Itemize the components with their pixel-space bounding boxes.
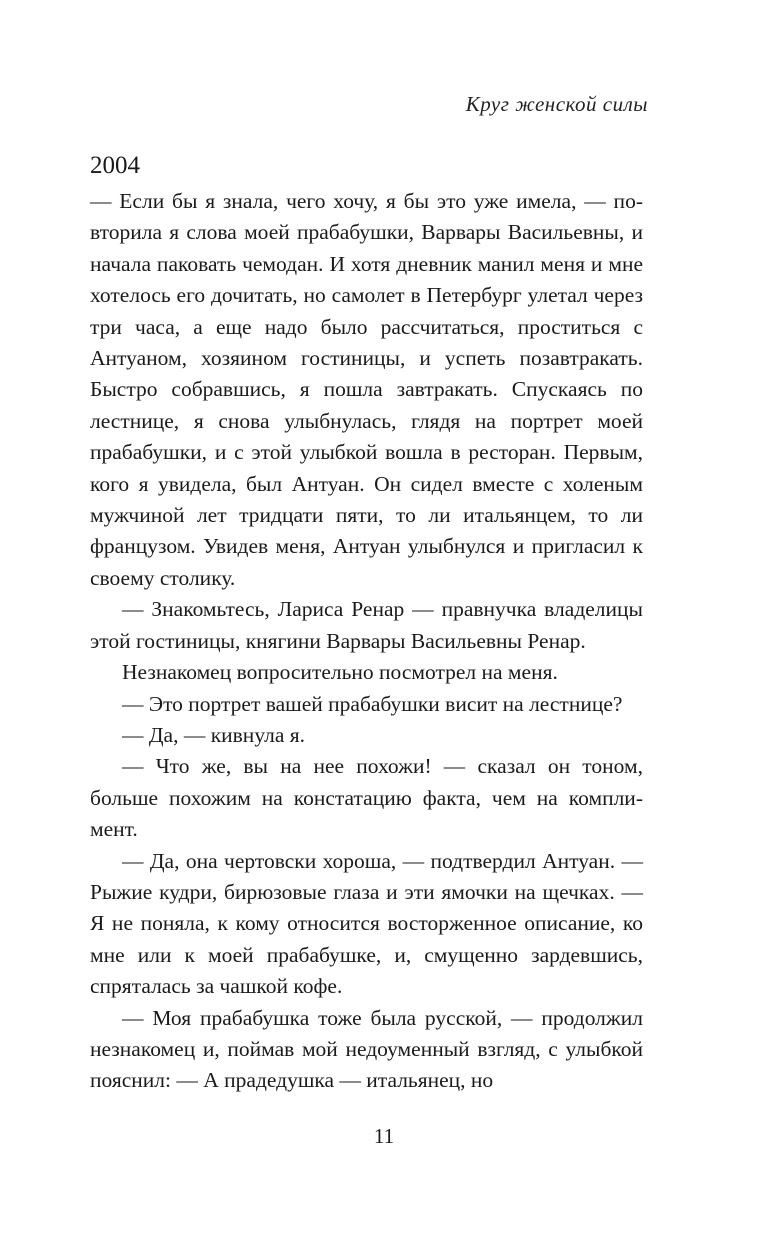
page-number: 11 — [373, 1124, 395, 1148]
page-body — [90, 150, 643, 1097]
paragraph: — Да, — кивнула я. — [122, 722, 306, 747]
paragraph: — Знакомьтесь, Лариса Ренар — правнучка владелицы этой гостиницы, княгини Варвары Васильевны Ренар. — [90, 597, 643, 653]
paragraph: — Это портрет вашей прабабушки висит на лестнице? — [122, 691, 623, 716]
paragraph: — Да, она чертовски хороша, — подтвердил Антуан. — Рыжие кудри, бирюзовые глаза и эти ямочки на щечках. — Я не поняла, к кому относится восторженное описание, ко мне или к моей прабабушке, и, смущенно зардевшись, спряталась за чашкой кофе. — [90, 848, 643, 999]
running-head: Круг женской силы — [465, 92, 648, 116]
paragraph: — Если бы я знала, чего хочу, я бы это уже имела, — повторила я слова моей прабабушки, Варвары Васильевны, и начала паковать чемодан. И хотя дневник манил меня и мне хотелось его дочитать, но самолет в Петербург улетал через три часа, а еще надо было рассчитаться, проститься с Антуаном, хозяином гостиницы, и успеть позавтракать. Быстро собравшись, я пошла завтракать. Спускаясь по лестнице, я снова улыбнулась, глядя на портрет моей прабабушки, и с этой улыбкой вошла в ресторан. Первым, кого я увидела, был Антуан. Он сидел вместе с холеным мужчиной лет тридцати пяти, то ли итальянцем, то ли французом. Увидев меня, Антуан улыбнулся и пригласил к своему столику. — [90, 189, 643, 590]
text-block — [90, 186, 643, 1097]
paragraph: Незнакомец вопросительно посмотрел на меня. — [122, 660, 558, 685]
paragraph: — Моя прабабушка тоже была русской, — продолжил незнакомец и, поймав мой недоуменный взгляд, с улыбкой пояснил: — А прадедушка — итальянец, но — [90, 1005, 643, 1093]
paragraph: — Что же, вы на нее похожи! — сказал он тоном, больше похожим на констатацию факта, чем на комплимент. — [90, 754, 643, 842]
section-heading: 2004 — [90, 152, 140, 179]
